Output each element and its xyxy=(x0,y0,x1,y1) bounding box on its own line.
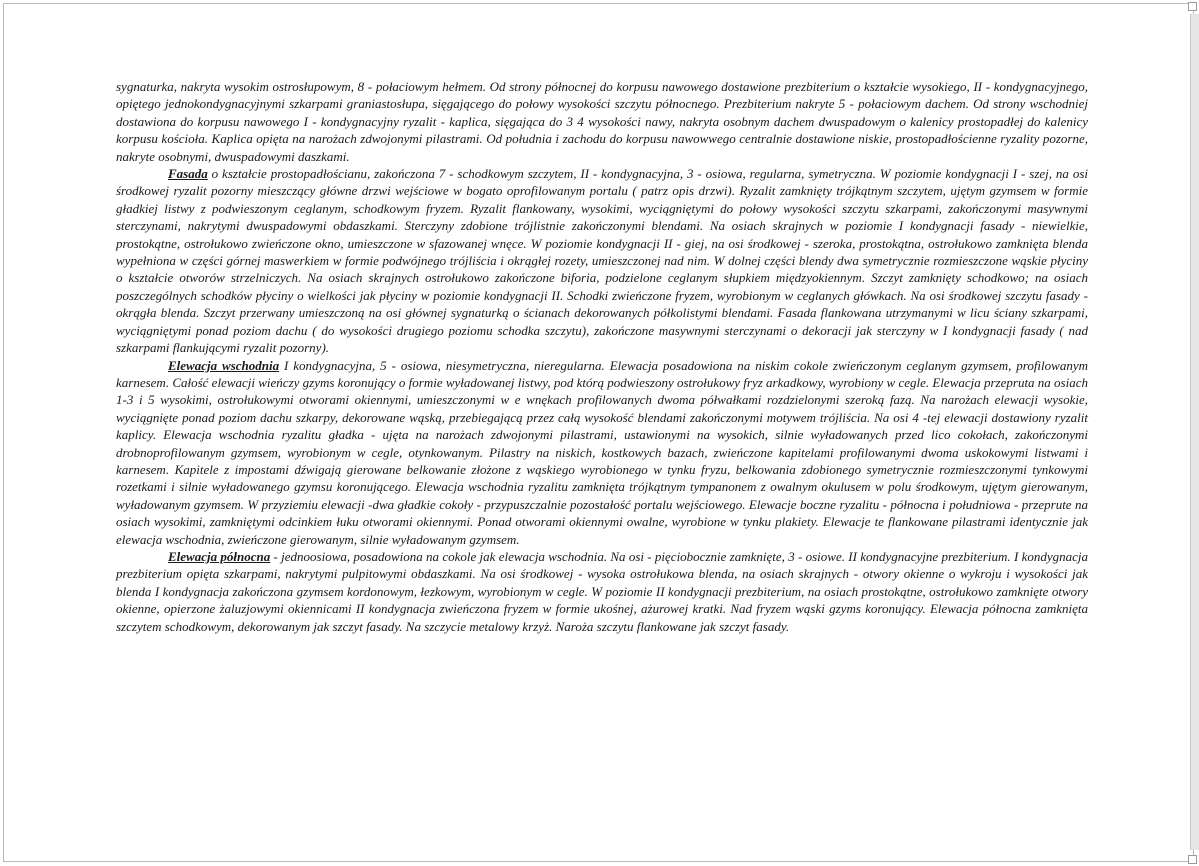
paragraph-text: sygnaturka, nakryta wysokim ostrosłupowym, 8 - połaciowym hełmem. Od strony północnej do korpusu nawowego dostawione prezbiterium o kształcie wysokiego, II - kondygnacyjnego, opiętego jednokondygnacyjnymi szkarpami graniastosłupa, sięgającego do połowy wysokości szczytu północnego. Prezbiterium nakryte 5 - połaciowym dachem. Od strony wschodniej dostawiona do korpusu nawowego I - kondygnacyjny ryzalit - kaplica, sięgająca do 3 4 wysokości nawy, nakryta osobnym dachem dwuspadowym o kalenicy prostopadłej do kalenicy korpusu kościoła. Kaplica opięta na narożach zdwojonymi pilastrami. Od południa i zachodu do korpusu nawowwego centralnie dostawione niskie, prostopadłościenne ryzality pozorne, nakryte osobnymi, dwuspadowymi daszkami. xyxy=(116,79,1088,164)
paragraph-elewacja-wschodnia xyxy=(116,357,1088,548)
corner-mark-bottom-right xyxy=(1188,855,1197,864)
section-heading-elewacja-wschodnia: Elewacja wschodnia xyxy=(168,357,280,373)
paragraph-intro xyxy=(116,78,1088,165)
paragraph-text: I kondygnacyjna, 5 - osiowa, niesymetryczna, nieregularna. Elewacja posadowiona na niskim cokole zwieńczonym ceglanym gzymsem, profilowanym karnesem. Całość elewacji wieńczy gzyms koronujący o formie wyładowanej listwy, pod którą podwieszony ostrołukowy fryz arkadkowy, wyrobiony w cegle. Elewacja przepruta na osiach 1-3 i 5 wysokimi, ostrołukowymi otworami okiennymi, umieszczonymi w e wnękach profilowanych dwoma półwałkami rozdzielonymi szeroką fazą. Na narożach elewacji wysokie, wyciągnięte ponad poziom dachu szkarpy, dekorowane wąską, przebiegającą przez całą wysokość blendami zakończonymi motywem trójliścia. Na osi 4 -tej elewacji dostawiony ryzalit kaplicy. Elewacja wschodnia ryzalitu gładka - ujęta na narożach zdwojonymi pilastrami, ustawionymi na wysokich, silnie wyładowanych przed lico cokołach, zakończonymi drobnoprofilowanym gzymsem, wyrobionym w cegle, otynkowanym. Pilastry na niskich, kostkowych bazach, zwieńczone kapitelami profilowanymi dwoma uskokowymi listwami i karnesem. Kapitele z impostami dźwigają gierowane belkowanie złożone z wąskiego wyrobionego w tynku fryzu, belkowania zdobionego symetrycznie rozmieszczonymi tynkowymi rozetkami i silnie wyładowanego gzymsu koronującego. Elewacja wschodnia ryzalitu zamknięta trójkątnym tympanonem z owalnym okulusem w polu środkowym, ujętym gierowanym, wyładowanym gzymsem. W przyziemiu elewacji -dwa gładkie cokoły - przypuszczalnie pozostałość portalu wejściowego. Elewacje boczne ryzalitu - północna i południowa - przeprute na osiach wysokimi, zamkniętymi odcinkiem łuku otworami okiennymi. Ponad otworami okiennymi owalne, wyrobione w tynku plakiety. Elewacje te flankowane pilastrami identycznie jak elewacja wschodnia, zwieńczone gierowanym, silnie wyładowanym gzymsem. xyxy=(116,357,1088,547)
paragraph-elewacja-polnocna xyxy=(116,548,1088,635)
paragraph-text: o kształcie prostopadłościanu, zakończona 7 - schodkowym szczytem, II - kondygnacyjna, 3 - osiowa, regularna, symetryczna. W poziomie kondygnacji I - szej, na osi środkowej ryzalit pozorny mieszczący główne drzwi wejściowe w bogato oprofilowanym portalu ( patrz opis drzwi). Ryzalit zamknięty trójkątnym szczytem, ujętym gzymsem w formie gładkiej listwy z podwieszonym ceglanym, schodkowym fryzem. Ryzalit flankowany, wysokimi, wyciągniętymi do połowy wysokości szczytu szkarpami, zakończonymi masywnymi sterczynami, nakrytymi dwuspadowymi obdaszkami. Sterczyny zdobione trójlistnie zakończonymi blendami. Na osiach skrajnych w poziomie I kondygnacji fasady - niewielkie, prostokątne, ostrołukowo zwieńczone okno, umieszczone w sfazowanej wnęce. W poziomie kondygnacji II - giej, na osi środkowej - szeroka, prostokątna, ostrołukowo zamknięta blenda wypełniona w części górnej maswerkiem w formie podwójnego trójliścia i okrągłej rozety, umieszczonej nad nim. W dolnej części blendy dwa symetrycznie rozmieszczone wąskie płyciny o kształcie otworów strzelniczych. Na osiach skrajnych ostrołukowo zakończone biforia, podzielone ceglanym słupkiem międzyokiennym. Szczyt zamknięty schodkowo; na osiach poszczególnych schodków płyciny o wielkości jak płyciny w poziomie kondygnacji II. Schodki zwieńczone fryzem, wyrobionym w ceglanych główkach. Na osi środkowej szczytu fasady - okrągła blenda. Szczyt przerwany umieszczoną na osi głównej sygnaturką o ścianach dekorowanych półkolistymi blendami. Fasada flankowana utrzymanymi w licu ściany szkarpami, wyciągniętymi ponad poziom dachu ( do wysokości drugiego poziomu schodka szczytu), zakończone masywnymi sterczynami o dekoracji jak sterczyny w I kondygnacji fasady ( nad szkarpami flankującymi ryzalit pozorny). xyxy=(116,166,1088,356)
section-heading-fasada: Fasada xyxy=(168,166,208,182)
scan-edge xyxy=(1190,14,1199,850)
section-heading-elewacja-polnocna: Elewacja północna xyxy=(168,548,271,564)
paragraph-text: - jednoosiowa, posadowiona na cokole jak elewacja wschodnia. Na osi - pięciobocznie zamknięte, 3 - osiowe. II kondygnacyjne prezbiterium. I kondygnacja prezbiterium opięta szkarpami, nakrytymi pulpitowymi obdaszkami. Na osi środkowej - wysoka ostrołukowa blenda, na osiach skrajnych - otwory okienne o wykroju i wysokości jak blenda I kondygnacja zakończona gzymsem kordonowym, łezkowym, wyrobionym w cegle. W poziomie II kondygnacji prezbiterium, na osiach prostokątne, ostrołukowo zamknięte otwory okienne, opierzone żaluzjowymi okiennicami II kondygnacja zwieńczona fryzem w formie ukośnej, ażurowej kratki. Nad fryzem wąski gzyms koronujący. Elewacja północna zamknięta szczytem schodkowym, dekorowanym jak szczyt fasady. Na szczycie metalowy krzyż. Naroża szczytu flankowane jak szczyt fasady. xyxy=(116,548,1088,634)
document-body xyxy=(116,78,1088,635)
paragraph-fasada xyxy=(116,165,1088,356)
corner-mark-top-right xyxy=(1188,2,1197,11)
